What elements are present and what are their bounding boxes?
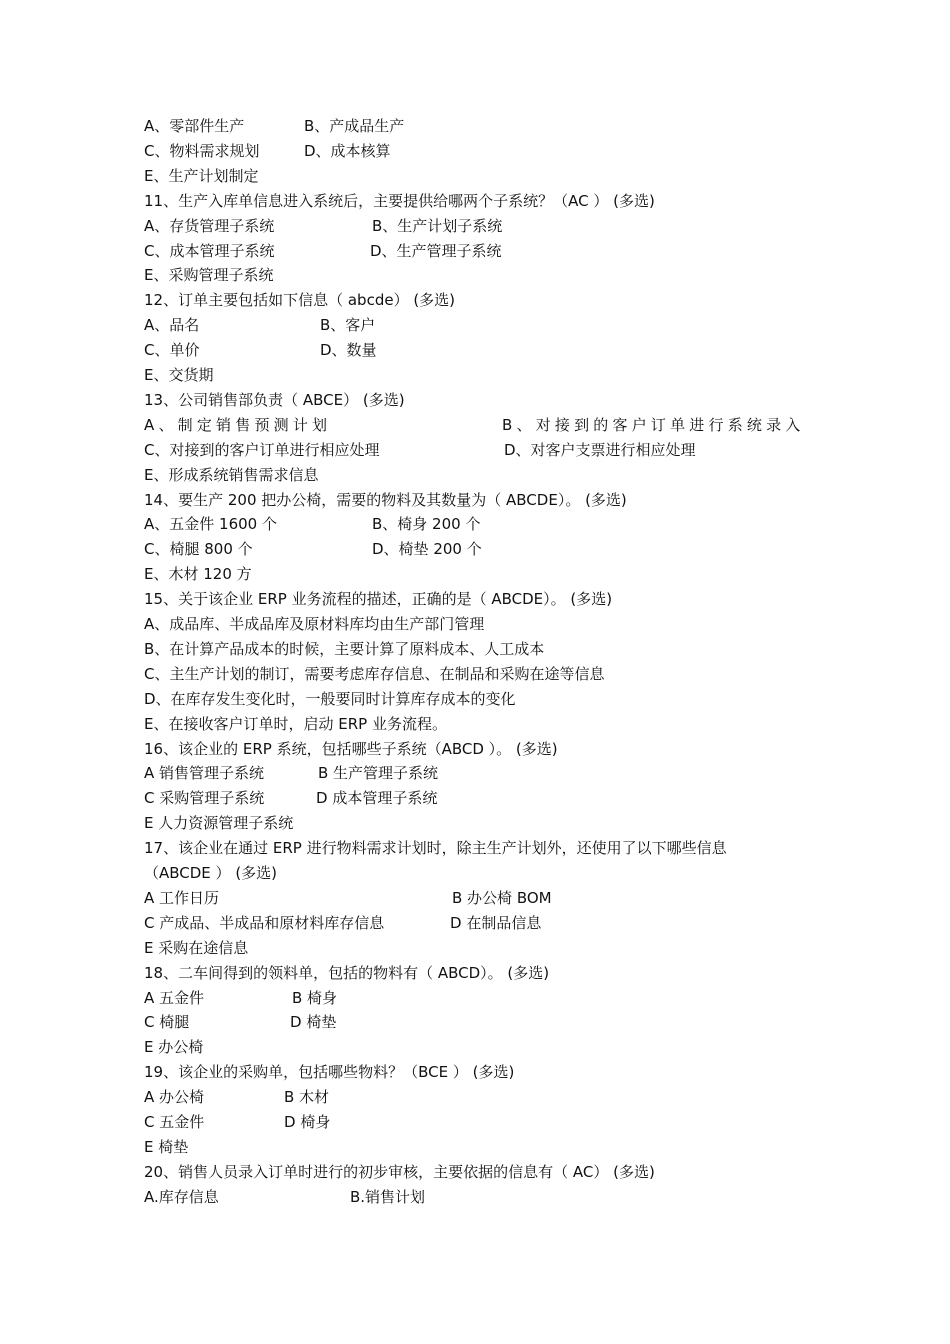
option-a: C、成本管理子系统 [144, 241, 275, 260]
option-b: B 木材 [284, 1088, 330, 1107]
text-line: E、在接收客户订单时，启动 ERP 业务流程。 [144, 714, 447, 733]
option-a: A 五金件 [144, 988, 205, 1007]
option-a: C 椅腿 [144, 1013, 190, 1032]
text-line: E、采购管理子系统 [144, 266, 274, 285]
option-a: C、物料需求规划 [144, 141, 260, 160]
text-line: （ABCDE ） (多选) [144, 864, 278, 882]
text-line: E 采购在途信息 [144, 938, 249, 957]
option-b: B.销售计划 [350, 1187, 426, 1206]
text-line: D、在库存发生变化时，一般要同时计算库存成本的变化 [144, 689, 516, 708]
option-b: B、产成品生产 [304, 117, 405, 135]
text-line: 11、生产入库单信息进入系统后，主要提供给哪两个子系统？（AC ） (多选) [144, 191, 655, 210]
text-line: E、木材 120 方 [144, 565, 252, 584]
option-b: D 在制品信息 [450, 913, 542, 932]
text-line: E 人力资源管理子系统 [144, 814, 294, 833]
option-b: D 椅垫 [290, 1013, 337, 1032]
option-a: A.库存信息 [144, 1187, 219, 1206]
option-b: D、椅垫 200 个 [372, 540, 482, 559]
option-b: B、椅身 200 个 [372, 515, 481, 534]
text-line: 19、该企业的采购单，包括哪些物料？（BCE ） (多选) [144, 1063, 515, 1082]
text-line: E、交货期 [144, 366, 214, 384]
option-b: B 办公椅 BOM [452, 888, 552, 907]
option-b: D、对客户支票进行相应处理 [504, 440, 696, 459]
text-line: 17、该企业在通过 ERP 进行物料需求计划时，除主生产计划外，还使用了以下哪些信息 [144, 839, 727, 858]
option-a: C、对接到的客户订单进行相应处理 [144, 440, 380, 459]
option-a: A、制定销售预测计划 [144, 415, 332, 434]
text-line: E 办公椅 [144, 1038, 204, 1057]
text-line: A、成品库、半成品库及原材料库均由生产部门管理 [144, 615, 485, 633]
option-a: A、五金件 1600 个 [144, 515, 277, 534]
option-a: C、单价 [144, 341, 200, 360]
option-a: C 五金件 [144, 1113, 205, 1131]
option-a: A、零部件生产 [144, 117, 245, 135]
option-a: C 采购管理子系统 [144, 789, 265, 808]
text-line: 12、订单主要包括如下信息（ abcde） (多选) [144, 291, 456, 310]
option-b: D 成本管理子系统 [316, 789, 438, 808]
text-line: E、形成系统销售需求信息 [144, 465, 319, 484]
option-b: D、生产管理子系统 [370, 241, 502, 260]
text-line: 13、公司销售部负责（ ABCE） (多选) [144, 390, 405, 409]
option-b: D、成本核算 [304, 141, 391, 160]
option-a: A、存货管理子系统 [144, 216, 275, 235]
text-line: 18、二车间得到的领料单，包括的物料有（ ABCD）。 (多选) [144, 963, 550, 982]
option-b: B、对接到的客户订单进行系统录入 [502, 415, 805, 434]
text-line: 15、关于该企业 ERP 业务流程的描述，正确的是（ ABCDE）。 (多选) [144, 590, 613, 609]
option-b: B、客户 [320, 316, 376, 335]
option-b: B 椅身 [292, 988, 338, 1007]
text-line: C、主生产计划的制订，需要考虑库存信息、在制品和采购在途等信息 [144, 664, 605, 683]
option-a: C 产成品、半成品和原材料库存信息 [144, 913, 385, 932]
option-a: A 办公椅 [144, 1088, 205, 1107]
option-b: D、数量 [320, 341, 377, 360]
option-b: D 椅身 [284, 1113, 331, 1131]
option-b: B 生产管理子系统 [318, 764, 439, 783]
option-a: A、品名 [144, 316, 200, 335]
option-a: C、椅腿 800 个 [144, 540, 253, 559]
option-b: B、生产计划子系统 [372, 216, 503, 235]
text-line: 20、销售人员录入订单时进行的初步审核，主要依据的信息有（ AC） (多选) [144, 1162, 655, 1181]
text-line: 14、要生产 200 把办公椅，需要的物料及其数量为（ ABCDE）。 (多选) [144, 490, 627, 509]
text-line: B、在计算产品成本的时候，主要计算了原料成本、人工成本 [144, 639, 545, 658]
text-line: E、生产计划制定 [144, 166, 259, 185]
option-a: A 工作日历 [144, 888, 220, 907]
text-line: 16、该企业的 ERP 系统，包括哪些子系统（ABCD ）。 (多选) [144, 739, 558, 758]
option-a: A 销售管理子系统 [144, 764, 265, 783]
text-line: E 椅垫 [144, 1137, 189, 1156]
